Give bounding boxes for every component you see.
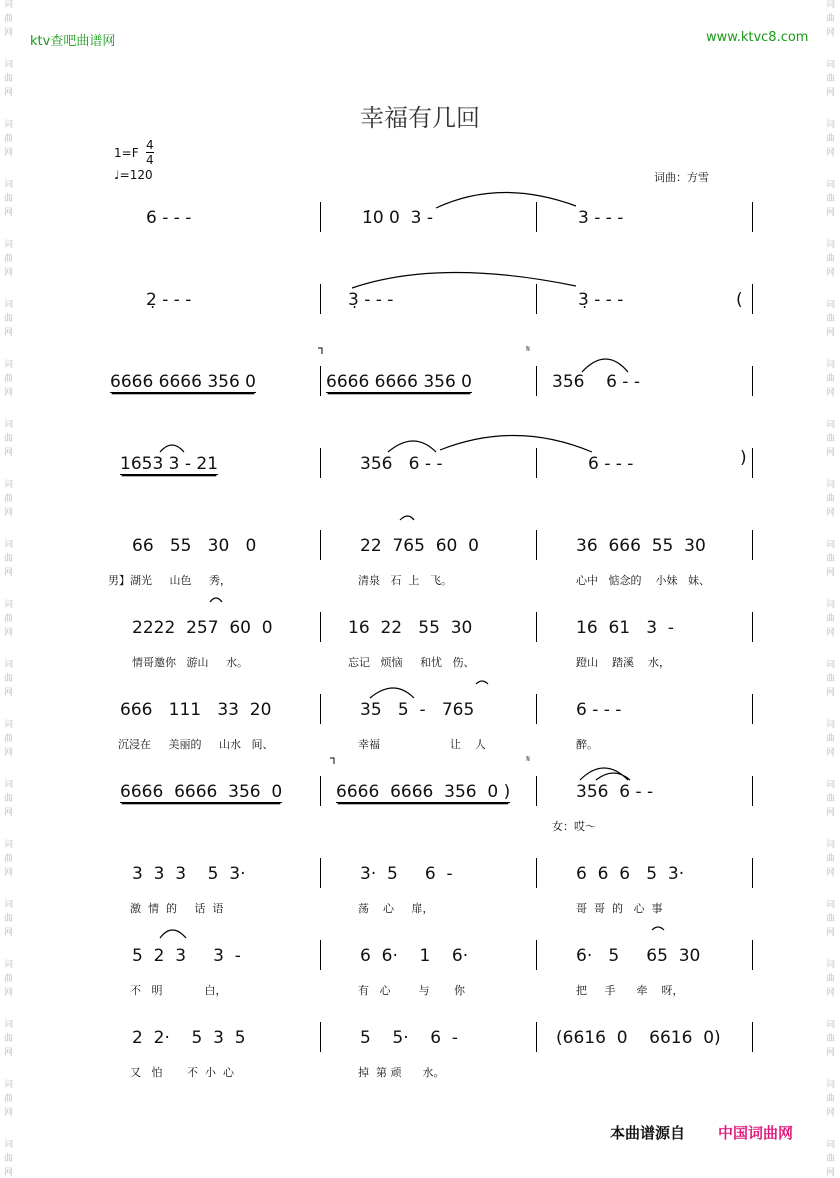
watermark-glyph: 网 <box>826 748 836 758</box>
watermark-glyph: 词 <box>4 360 14 370</box>
measure: 6 - - - <box>588 454 634 474</box>
measure: 2̣ - - - <box>146 290 192 310</box>
watermark-glyph: 词 <box>826 960 836 970</box>
repeat-close: ) <box>740 448 747 468</box>
watermark-glyph: 词 <box>4 0 14 10</box>
lyric-line: 清泉 石 上 飞。 <box>358 574 452 587</box>
watermark-glyph: 曲 <box>4 1154 14 1164</box>
watermark-glyph: 曲 <box>826 674 836 684</box>
site-right[interactable]: www.ktvc8.com <box>706 30 809 45</box>
lyric-line: 女：哎～ <box>552 820 596 833</box>
watermark-glyph: 曲 <box>4 1034 14 1044</box>
watermark-glyph: 网 <box>826 1108 836 1118</box>
measure: 5 2 3 3 - <box>132 946 241 966</box>
lyric-line: 有 心 与 你 <box>358 984 465 997</box>
watermark-glyph: 网 <box>4 148 14 158</box>
repeat-open: ( <box>736 290 743 310</box>
site-left[interactable]: ktv查吧曲谱网 <box>30 34 116 49</box>
watermark-glyph: 曲 <box>826 434 836 444</box>
watermark-glyph: 曲 <box>4 974 14 984</box>
watermark-glyph: 网 <box>826 388 836 398</box>
watermark-glyph: 曲 <box>826 314 836 324</box>
watermark-glyph: 曲 <box>826 74 836 84</box>
watermark-glyph: 曲 <box>826 554 836 564</box>
slur <box>440 435 592 452</box>
watermark-glyph: 网 <box>4 28 14 38</box>
lyric-line: 又 怕 不 小 心 <box>130 1066 234 1079</box>
watermark-glyph: 曲 <box>826 914 836 924</box>
watermark-glyph: 词 <box>4 900 14 910</box>
slur <box>596 773 630 780</box>
slur <box>210 598 222 602</box>
watermark-glyph: 曲 <box>4 554 14 564</box>
measure: 6666 6666 356 0 <box>120 782 283 802</box>
watermark-glyph: 网 <box>826 208 836 218</box>
watermark-glyph: 词 <box>4 480 14 490</box>
lyric-line: 忘记 烦恼 和忧 伤、 <box>348 656 475 669</box>
watermark-glyph: 曲 <box>826 254 836 264</box>
watermark-glyph: 词 <box>826 360 836 370</box>
watermark-glyph: 网 <box>826 508 836 518</box>
lyric-line: 哥 哥 的 心 事 <box>576 902 663 915</box>
slur <box>436 192 576 208</box>
watermark-glyph: 词 <box>826 600 836 610</box>
watermark-glyph: 词 <box>4 780 14 790</box>
lyric-line: 男】湖光 山色 秀， <box>108 574 231 587</box>
measure: 3̣ - - - <box>578 290 624 310</box>
watermark-glyph: 词 <box>4 120 14 130</box>
watermark-glyph: 曲 <box>4 134 14 144</box>
slur <box>400 516 414 520</box>
watermark-glyph: 曲 <box>4 194 14 204</box>
slur <box>582 359 628 372</box>
watermark-glyph: 曲 <box>4 854 14 864</box>
watermark-glyph: 曲 <box>4 494 14 504</box>
watermark-glyph: 网 <box>4 568 14 578</box>
lyric-line: 激 情 的 话 语 <box>130 902 224 915</box>
measure: 16 22 55 30 <box>348 618 473 638</box>
watermark-glyph: 曲 <box>4 374 14 384</box>
measure: 3̣ - - - <box>348 290 394 310</box>
measure: 6 6 6 5 3· <box>576 864 685 884</box>
measure: 2222 257 60 0 <box>132 618 273 638</box>
watermark-glyph: 网 <box>4 988 14 998</box>
watermark-glyph: 曲 <box>826 374 836 384</box>
watermark-glyph: 网 <box>826 148 836 158</box>
watermark-glyph: 词 <box>826 1020 836 1030</box>
watermark-glyph: 网 <box>826 328 836 338</box>
watermark-glyph: 曲 <box>826 974 836 984</box>
measure: 356 6 - - <box>576 782 654 802</box>
measure: 6666 6666 356 0 ) <box>336 782 511 802</box>
time-signature: $\frac{4}{4}$ <box>146 138 154 167</box>
slur <box>160 930 186 938</box>
measure: (6616 0 6616 0) <box>556 1028 721 1048</box>
footer-site[interactable]: 中国词曲网 <box>718 1124 794 1142</box>
watermark-glyph: 曲 <box>826 794 836 804</box>
lyric-line: 蹬山 踏溪 水， <box>576 656 670 669</box>
watermark-glyph: 曲 <box>4 254 14 264</box>
watermark-glyph: 网 <box>4 88 14 98</box>
lyric-line: 幸福 让 人 <box>358 738 486 751</box>
watermark-glyph: 曲 <box>4 614 14 624</box>
segno-mark: 𝄋 <box>526 344 531 355</box>
watermark-glyph: 曲 <box>4 674 14 684</box>
measure: 356 6 - - <box>552 372 640 392</box>
key-signature: 1=F <box>114 146 139 160</box>
watermark-glyph: 网 <box>4 1168 14 1178</box>
watermark-glyph: 词 <box>4 180 14 190</box>
bracket-mark <box>318 348 322 354</box>
slur <box>652 927 664 930</box>
slur <box>476 681 488 684</box>
watermark-glyph: 网 <box>4 1108 14 1118</box>
watermark-glyph: 词 <box>826 540 836 550</box>
watermark-glyph: 词 <box>826 0 836 10</box>
lyric-line: 心中 惦念的 小妹 妹、 <box>576 574 710 587</box>
watermark-glyph: 网 <box>826 1048 836 1058</box>
watermark-glyph: 词 <box>826 1080 836 1090</box>
watermark-glyph: 词 <box>4 840 14 850</box>
watermark-glyph: 网 <box>4 508 14 518</box>
watermark-glyph: 词 <box>826 780 836 790</box>
watermark-glyph: 曲 <box>826 194 836 204</box>
watermark-glyph: 曲 <box>4 14 14 24</box>
watermark-glyph: 曲 <box>826 854 836 864</box>
watermark-glyph: 网 <box>826 988 836 998</box>
watermark-glyph: 网 <box>4 268 14 278</box>
measure: 1653 3 - 21 <box>120 454 219 474</box>
slur <box>160 445 184 452</box>
watermark-glyph: 曲 <box>826 1094 836 1104</box>
watermark-glyph: 曲 <box>826 734 836 744</box>
lyric-line: 把 手 牵 呀， <box>576 984 684 997</box>
slur <box>370 688 414 698</box>
measure: 2 2· 5 3 5 <box>132 1028 246 1048</box>
watermark-glyph: 词 <box>826 300 836 310</box>
segno-mark: 𝄋 <box>526 754 531 765</box>
measure: 6 6· 1 6· <box>360 946 469 966</box>
watermark-glyph: 网 <box>826 568 836 578</box>
measure: 6 - - - <box>576 700 622 720</box>
watermark-glyph: 网 <box>4 208 14 218</box>
watermark-glyph: 词 <box>4 720 14 730</box>
bracket-mark <box>330 758 334 764</box>
watermark-glyph: 曲 <box>4 434 14 444</box>
credit: 词曲：方雪 <box>654 171 709 184</box>
measure: 3 3 3 5 3· <box>132 864 246 884</box>
watermark-glyph: 词 <box>4 960 14 970</box>
watermark-glyph: 词 <box>826 900 836 910</box>
footer-source: 本曲谱源自 <box>610 1124 686 1142</box>
watermark-glyph: 网 <box>826 688 836 698</box>
watermark-glyph: 曲 <box>4 74 14 84</box>
watermark-glyph: 词 <box>826 120 836 130</box>
watermark-glyph: 词 <box>4 1140 14 1150</box>
measure: 66 55 30 0 <box>132 536 257 556</box>
lyric-line: 沉浸在 美丽的 山水 间、 <box>118 738 274 751</box>
watermark-glyph: 曲 <box>826 614 836 624</box>
watermark-glyph: 词 <box>826 720 836 730</box>
watermark-glyph: 词 <box>4 600 14 610</box>
watermark-glyph: 网 <box>826 268 836 278</box>
watermark-glyph: 网 <box>826 868 836 878</box>
measure: 16 61 3 - <box>576 618 675 638</box>
watermark-glyph: 词 <box>826 480 836 490</box>
watermark-glyph: 词 <box>826 840 836 850</box>
watermark-glyph: 词 <box>826 240 836 250</box>
measure: 36 666 55 30 <box>576 536 706 556</box>
watermark-glyph: 词 <box>826 60 836 70</box>
watermark-glyph: 网 <box>4 928 14 938</box>
lyric-line: 荡 心 扉， <box>358 902 434 915</box>
watermark-glyph: 词 <box>826 1140 836 1150</box>
lyric-line: 醉。 <box>576 738 598 751</box>
watermark-glyph: 网 <box>4 748 14 758</box>
watermark-glyph: 网 <box>826 88 836 98</box>
watermark-glyph: 网 <box>4 628 14 638</box>
watermark-glyph: 词 <box>826 180 836 190</box>
measure: 5 5· 6 - <box>360 1028 459 1048</box>
watermark-glyph: 网 <box>826 628 836 638</box>
lyric-line: 掉 第 顽 水。 <box>358 1066 445 1079</box>
watermark-glyph: 网 <box>826 448 836 458</box>
watermark-glyph: 曲 <box>826 134 836 144</box>
watermark-glyph: 曲 <box>4 914 14 924</box>
watermark-glyph: 曲 <box>4 1094 14 1104</box>
measure: 6· 5 65 30 <box>576 946 701 966</box>
watermark-glyph: 网 <box>826 928 836 938</box>
measure: 22 765 60 0 <box>360 536 479 556</box>
watermark-glyph: 词 <box>4 540 14 550</box>
watermark-glyph: 网 <box>826 1168 836 1178</box>
tempo-mark: ♩=120 <box>114 168 153 182</box>
watermark-glyph: 词 <box>4 1080 14 1090</box>
watermark-glyph: 词 <box>4 60 14 70</box>
measure: 666 111 33 20 <box>120 700 272 720</box>
lyric-line: 情哥邀你 游山 水。 <box>132 656 248 669</box>
watermark-glyph: 网 <box>4 448 14 458</box>
watermark-glyph: 词 <box>4 1020 14 1030</box>
measure: 1̇0 0 3 - <box>362 208 434 228</box>
watermark-glyph: 曲 <box>826 494 836 504</box>
watermark-glyph: 词 <box>4 300 14 310</box>
watermark-glyph: 词 <box>4 420 14 430</box>
watermark-glyph: 网 <box>4 808 14 818</box>
quarter-note-icon: ♩ <box>114 168 120 182</box>
lyric-line: 不 明 白， <box>130 984 227 997</box>
watermark-glyph: 网 <box>4 868 14 878</box>
song-title: 幸福有几回 <box>360 104 480 132</box>
watermark-glyph: 网 <box>826 808 836 818</box>
watermark-glyph: 曲 <box>4 734 14 744</box>
slur <box>352 272 576 288</box>
watermark-glyph: 网 <box>826 28 836 38</box>
watermark-glyph: 曲 <box>826 1034 836 1044</box>
watermark-glyph: 网 <box>4 1048 14 1058</box>
watermark-glyph: 词 <box>4 240 14 250</box>
watermark-glyph: 曲 <box>4 314 14 324</box>
measure: 6 - - - <box>146 208 192 228</box>
watermark-glyph: 词 <box>826 420 836 430</box>
watermark-glyph: 网 <box>4 688 14 698</box>
measure: 356 6 - - <box>360 454 443 474</box>
watermark-glyph: 词 <box>826 660 836 670</box>
measure: 6666 6666 356 0 <box>110 372 257 392</box>
watermark-glyph: 网 <box>4 388 14 398</box>
measure: 35 5 - 765 <box>360 700 475 720</box>
slur <box>388 441 436 452</box>
watermark-glyph: 曲 <box>826 14 836 24</box>
watermark-glyph: 词 <box>4 660 14 670</box>
watermark-glyph: 网 <box>4 328 14 338</box>
measure: 6666 6666 356 0 <box>326 372 473 392</box>
watermark-glyph: 曲 <box>826 1154 836 1164</box>
measure: 3· 5 6 - <box>360 864 453 884</box>
measure: 3 - - - <box>578 208 624 228</box>
watermark-glyph: 曲 <box>4 794 14 804</box>
